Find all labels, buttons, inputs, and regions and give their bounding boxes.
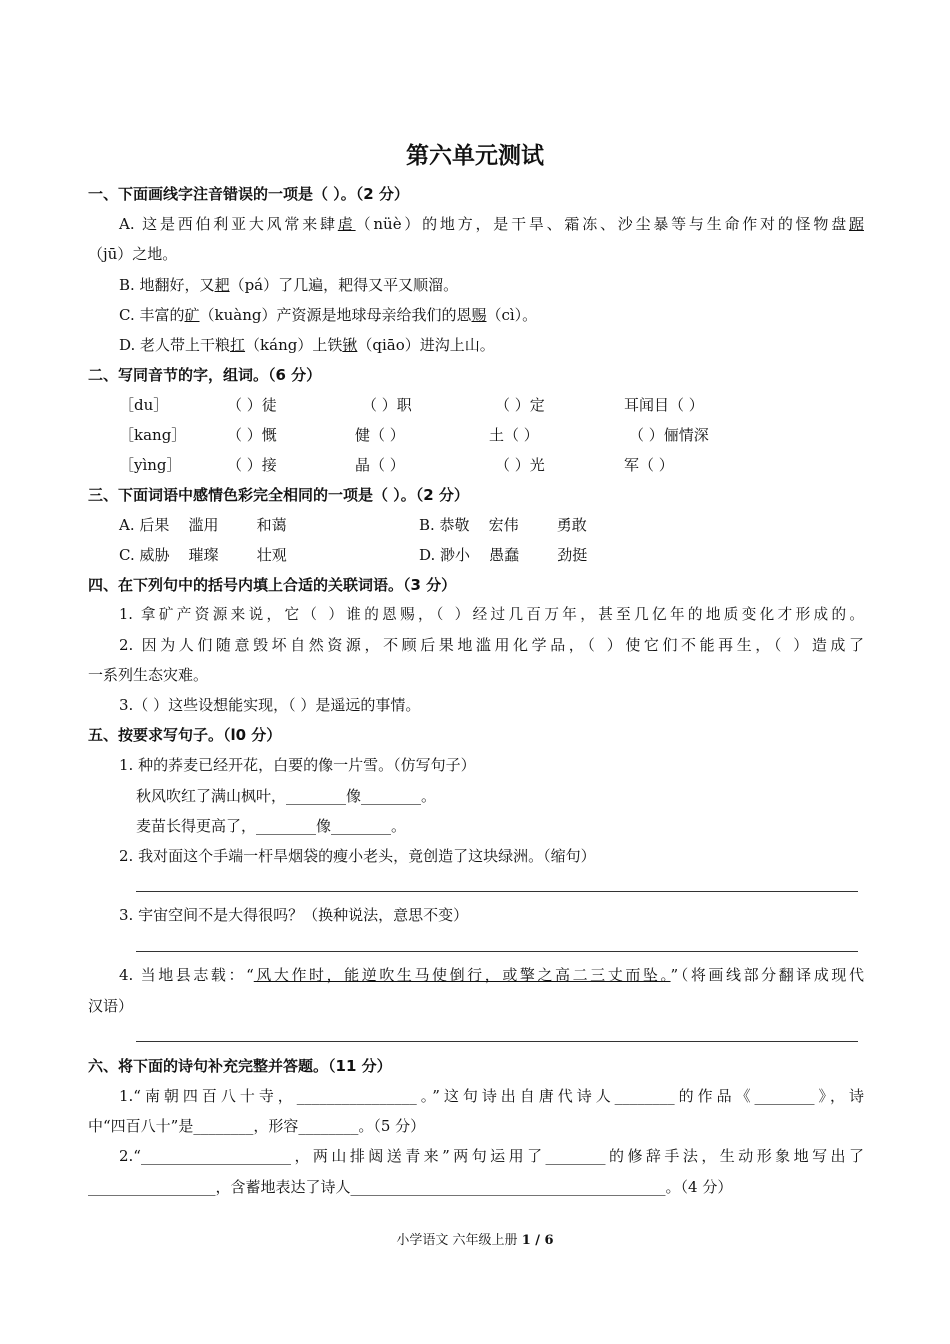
q6-item-2-cont: _________________，含蓄地表达了诗人__________________________________________。（4 分）: [88, 1178, 733, 1196]
page-footer: 小学语文 六年级上册 1 / 6: [396, 1233, 554, 1248]
q2-row-ying: ［yìng］ （ ）接 晶（ ） （ ）光 军（ ）: [119, 456, 674, 474]
page-number: 1: [521, 1233, 531, 1248]
page-total: 6: [544, 1233, 554, 1248]
q4-heading: 四、在下列句中的括号内填上合适的关联词语。（3 分）: [88, 576, 457, 594]
q1-option-a-cont: （jū）之地。: [88, 245, 178, 263]
q2-row-kang: ［kang］ （ ）慨 健（ ） 土（ ） （ ）俪情深: [119, 426, 709, 444]
q1-option-b: B. 地翻好，又耙（pá）了几遍，耙得又平又顺溜。: [119, 276, 459, 294]
q5-item-1-blank-a: 秋风吹红了满山枫叶，________像________。: [136, 787, 437, 805]
q4-sentence-1: 1. 拿矿产资源来说，它（ ）谁的恩赐，（ ）经过几百万年，甚至几亿年的地质变化才形成的。: [119, 606, 864, 623]
q4-sentence-2-cont: 一系列生态灾难。: [88, 666, 209, 684]
q5-answer-line-4: [136, 1041, 858, 1042]
q4-sentence-2: 2. 因为人们随意毁坏自然资源，不顾后果地滥用化学品，（ ）使它们不能再生，（ ）造成了: [119, 636, 864, 654]
q3-options-row2: C. 威胁 璀璨 壮观 D. 渺小 愚蠢 劲挺: [119, 546, 588, 564]
q1-option-c: C. 丰富的矿（kuàng）产资源是地球母亲给我们的恩赐（cì）。: [119, 306, 538, 324]
q6-item-2: 2.“____________________，两山排闼送青来”两句运用了________的修辞手法，生动形象地写出了: [119, 1147, 864, 1165]
q5-item-4-cont: 汉语）: [88, 997, 134, 1015]
q1-option-a: A. 这是西伯利亚大风常来肆虐（nüè）的地方，是干旱、霜冻、沙尘暴等与生命作对的怪物盘踞: [119, 215, 864, 233]
q5-item-2: 2. 我对面这个手端一杆旱烟袋的瘦小老头，竟创造了这块绿洲。（缩句）: [119, 847, 596, 865]
q5-item-1: 1. 种的荞麦已经开花，白要的像一片雪。（仿写句子）: [119, 756, 476, 774]
q5-item-4: 4. 当地县志载：“风大作时，能逆吹生马使倒行，或擎之高二三丈而坠。”（将画线部分翻译成现代: [119, 966, 865, 984]
q1-option-d: D. 老人带上干粮扛（káng）上铁锹（qiāo）进沟上山。: [119, 336, 495, 354]
q1-heading: 一、下面画线字注音错误的一项是（ ）。（2 分）: [88, 185, 409, 203]
q5-heading: 五、按要求写句子。（l0 分）: [88, 726, 282, 744]
q5-answer-line-3: [136, 951, 858, 952]
page-title: 第六单元测试: [406, 143, 544, 169]
q6-item-1-cont: 中“四百八十”是________，形容________。（5 分）: [88, 1117, 426, 1135]
q4-sentence-3: 3.（ ）这些设想能实现，（ ）是遥远的事情。: [119, 696, 421, 714]
q3-heading: 三、下面词语中感情色彩完全相同的一项是（ ）。（2 分）: [88, 486, 469, 504]
q6-heading: 六、将下面的诗句补充完整并答题。（11 分）: [88, 1057, 392, 1075]
q5-item-3: 3. 宇宙空间不是大得很吗？（换种说法，意思不变）: [119, 906, 469, 924]
q2-row-du: ［du］ （ ）徒 （ ）职 （ ）定 耳闻目（ ）: [119, 396, 704, 414]
q6-item-1: 1.“南朝四百八十寺，________________。”这句诗出自唐代诗人________的作品《________》，诗: [119, 1087, 864, 1105]
q2-heading: 二、写同音节的字，组词。（6 分）: [88, 366, 322, 384]
q5-answer-line-2: [136, 891, 858, 892]
q5-item-1-blank-b: 麦苗长得更高了，________像________。: [136, 817, 407, 835]
q3-options-row1: A. 后果 滥用 和蔼 B. 恭敬 宏伟 勇敢: [119, 516, 587, 534]
